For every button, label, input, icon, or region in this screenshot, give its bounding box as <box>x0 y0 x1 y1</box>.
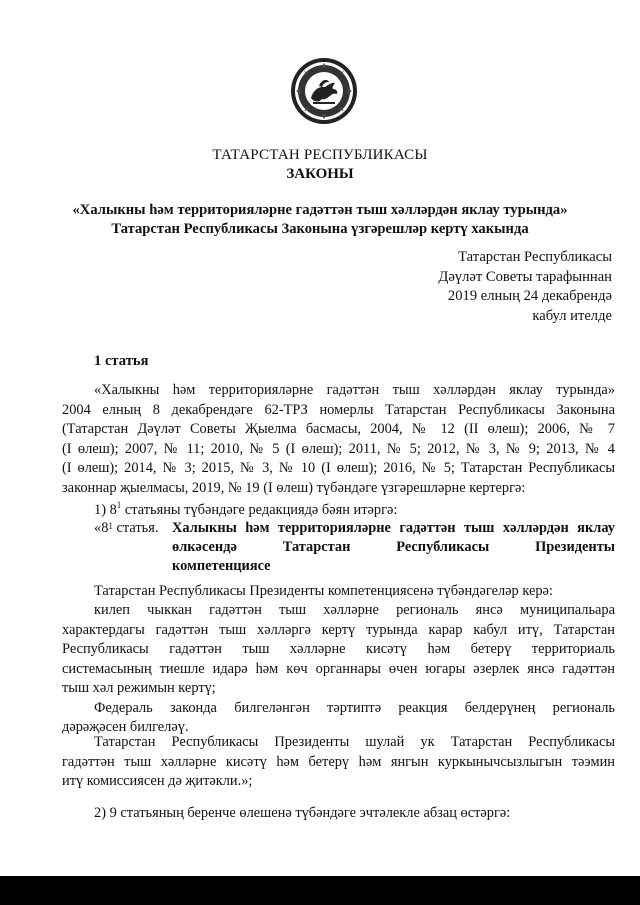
title-line: өлкәсендә Татарстан Республикасы Президенты <box>172 539 615 555</box>
label-prefix: «8 <box>94 520 109 536</box>
item-1-prefix: 1) 8 <box>94 502 117 518</box>
competence-item-3 <box>62 733 615 792</box>
article-intro <box>62 381 615 498</box>
label-suffix: статья. <box>112 520 159 536</box>
article-8-1-label <box>94 519 172 576</box>
law-heading: ЗАКОНЫ <box>286 166 354 182</box>
adoption-block <box>438 248 612 326</box>
adoption-line4: кабул ителде <box>532 307 612 324</box>
competence-line: Федераль законда билгеләнгән тәртиптә реакция белдерүнең региональ <box>94 699 615 716</box>
competence-line: системасының тиешле идарә һәм көч органнары өчен югары әзерлек янсә гадәттән <box>62 660 615 677</box>
competence-line: итү комиссиясен дә җитәкли.»; <box>62 773 253 789</box>
article-8-1-title <box>94 519 615 576</box>
label-sup: 1 <box>108 521 113 531</box>
competence-intro-text: Татарстан Республикасы Президенты компетенциясенә түбәндәгеләр керә: <box>94 583 553 599</box>
item-2-text: 2) 9 статьяның беренче өлешенә түбәндәге эчтәлекле абзац өстәргә: <box>94 805 511 821</box>
item-1-text: статьяны түбәндәге редакциядә бәян итәргә: <box>121 502 398 518</box>
competence-intro <box>62 582 615 602</box>
competence-line: характердагы гадәттән тыш хәлләргә кертү турында карар кабул итү, Татарстан <box>62 621 615 638</box>
intro-line: законнар җыелмасы, 2019, № 19 (I өлеш) түбәндәге үзгәрешләрне кертергә: <box>62 479 526 496</box>
competence-line: дәрәҗәсен билгеләү. <box>62 719 189 735</box>
competence-line: гадәттән тыш хәлләрне кисәтү һәм бетерү һәм янгын куркынычсызлыгын тәэмин <box>62 753 615 770</box>
intro-line: «Халыкны һәм территорияләрне гадәттән тыш хәлләрдән яклау турында» <box>94 382 615 398</box>
competence-line: Татарстан Республикасы Президенты шулай ук Татарстан Республикасы <box>94 734 615 750</box>
law-title-line1: «Халыкны һәм территорияләрне гадәттән тыш хәлләрдән яклау турында» <box>72 202 568 218</box>
competence-item-1 <box>62 601 615 738</box>
adoption-line2: Дәүләт Советы тарафыннан <box>438 268 612 285</box>
intro-line: (I өлеш); 2007, № 11; 2010, № 5 (I өлеш); 2011, № 5; 2012, № 3, № 9; 2013, № 4 <box>62 440 615 457</box>
intro-line: 2004 елның 8 декабрендәге 62-ТРЗ номерлы Татарстан Республикасы Законына <box>62 401 615 418</box>
item-1 <box>94 502 397 519</box>
competence-line: тыш хәл режимын кертү; <box>62 680 216 696</box>
scan-border <box>0 876 640 905</box>
law-title-line2: Татарстан Республикасы Законына үзгәрешләр кертү хакында <box>111 221 529 237</box>
competence-line: Республикасы гадәттән тыш хәлләрне кисәтү һәм бетерү территориаль <box>62 641 615 657</box>
title-line: Халыкны һәм территорияләрне гадәттән тыш хәлләрдән яклау <box>172 520 615 536</box>
article-heading: 1 статья <box>94 353 149 369</box>
republic-heading: ТАТАРСТАН РЕСПУБЛИКАСЫ <box>212 147 428 163</box>
intro-line: (Татарстан Дәүләт Советы Җыелма басмасы, 2004, № 12 (II өлеш); 2006, № 7 <box>62 421 615 437</box>
item-1-sup: 1 <box>116 500 122 510</box>
adoption-line1: Татарстан Республикасы <box>458 249 612 265</box>
competence-line: килеп чыккан гадәттән тыш хәлләрне региональ янсә муниципальара <box>94 602 615 618</box>
item-2 <box>62 804 615 824</box>
tatarstan-coat-of-arms-icon <box>289 56 359 126</box>
title-line: компетенциясе <box>172 558 271 574</box>
intro-line: (I өлеш); 2014, № 3; 2015, № 3, № 10 (I өлеш); 2016, № 5; Татарстан Республикасы <box>62 460 615 476</box>
adoption-line3: 2019 елның 24 декабрендә <box>447 288 612 304</box>
law-title <box>0 201 640 239</box>
